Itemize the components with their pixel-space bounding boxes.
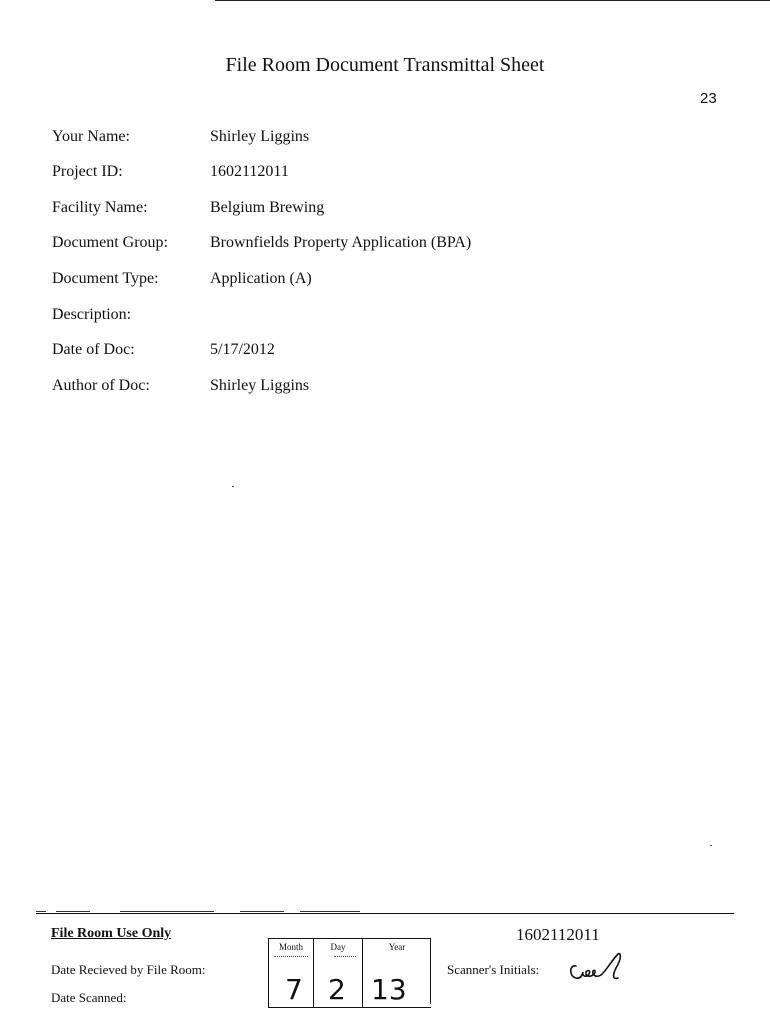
file-room-use-only-heading: File Room Use Only xyxy=(51,926,172,941)
day-header: Day xyxy=(330,942,346,952)
project-id-stamp: 1602112011 xyxy=(516,925,600,944)
table-border xyxy=(362,938,363,1008)
footer-separator xyxy=(36,913,734,914)
month-header: Month xyxy=(278,942,303,952)
scan-date-table xyxy=(268,938,431,1008)
field-value: 1602112011 xyxy=(210,163,289,180)
field-value: Shirley Liggins xyxy=(210,377,310,394)
field-label: Document Type: xyxy=(52,270,159,287)
footer-dash xyxy=(120,911,214,912)
handwritten-year: 13 xyxy=(371,973,407,1006)
table-border xyxy=(268,938,269,1008)
field-label: Project ID: xyxy=(52,163,123,180)
date-received-label: Date Recieved by File Room: xyxy=(51,962,206,977)
field-value: Brownfields Property Application (BPA) xyxy=(210,234,472,251)
handwritten-month: 7 xyxy=(285,973,303,1006)
footer-dash xyxy=(36,911,46,912)
field-label: Your Name: xyxy=(52,128,130,145)
table-top-border xyxy=(268,938,431,939)
field-label: Author of Doc: xyxy=(52,377,150,394)
handwritten-day: 2 xyxy=(328,973,346,1006)
top-border-line xyxy=(215,0,770,1)
field-label: Description: xyxy=(52,306,132,323)
date-scanned-label: Date Scanned: xyxy=(51,990,127,1005)
field-value: Belgium Brewing xyxy=(210,199,325,216)
month-dotted-line xyxy=(274,956,308,958)
day-dotted-line xyxy=(334,956,356,958)
table-border xyxy=(430,938,431,1004)
scanner-initials-signature xyxy=(566,950,630,986)
footer-dash xyxy=(56,911,90,912)
table-bottom-border xyxy=(268,1007,431,1008)
page-number: 23 xyxy=(700,90,717,107)
field-value: Application (A) xyxy=(210,270,312,287)
footer-dash xyxy=(240,911,284,912)
field-value: 5/17/2012 xyxy=(210,341,275,358)
field-label: Facility Name: xyxy=(52,199,148,216)
field-value: Shirley Liggins xyxy=(210,128,310,145)
field-label: Document Group: xyxy=(52,234,168,251)
scan-speck xyxy=(710,845,712,846)
table-border xyxy=(313,938,314,1008)
footer-dash xyxy=(300,911,360,912)
field-label: Date of Doc: xyxy=(52,341,135,358)
scan-speck xyxy=(232,486,234,487)
document-title: File Room Document Transmittal Sheet xyxy=(225,54,545,76)
scanner-initials-label: Scanner's Initials: xyxy=(447,962,540,977)
year-header: Year xyxy=(388,942,406,952)
